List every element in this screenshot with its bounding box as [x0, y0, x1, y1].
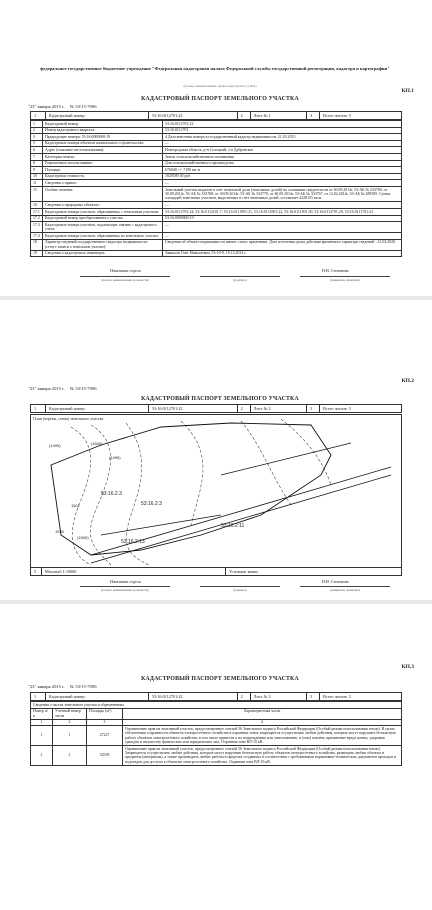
parts-table: Сведения о частях земельного участка и обременениях Номер п/п Учетный номер части Площадь (м²) Характеристика части 1 2 3 4 1 1 27227 Ограничение прав на земельный участок, предусмотренное статьей 56 Земельного кодекса Российской Федерации (Особый режим использования земли). В целях обеспечения сохранности объектов электросетевого хозяйства в охранных зонах запрещается осуществлять любые действия, которые могут нарушить безопасную работу объектов электросетевого хозяйства, в том числе привести к их повреждению или уничтожению, и (или) повлечь причинение вреда жизни, здоровью граждан и имуществу физических или юридических лиц. Охранная зона ВЛ-10 кВ. 2 2 52539 Ограничение прав на земельный участок, предусмотренное статьей 56 Земельного кодекса Российской Федерации (Особый режим использования земли). Запрещается осуществлять любые действия, которые могут нарушить безопасную работу объектов электросетевого хозяйства, размещать любые объекты и предметы (материалы), а также производить любые работы в пределах созданных в соответствии с требованиями нормативно-технических документов проходов и подъездов для доступа к объектам электросетевого хозяйства. Охранная зона ВЛ-35 кВ. — [30, 701, 402, 766]
row-number: 2 — [31, 127, 43, 134]
contour-label: (1499) — [49, 443, 61, 448]
col-header: Номер п/п — [31, 708, 53, 719]
part-n: 1 — [31, 726, 53, 746]
row-number: 5 — [31, 140, 43, 147]
sheet-number: Лист № 3 — [250, 693, 307, 701]
row-value: 4 Дата внесения номера в государственный кадастр недвижимости: 21.03.2015 — [163, 134, 402, 141]
page-3 — [0, 604, 432, 910]
part-n: 2 — [31, 746, 53, 766]
info-row — [31, 215, 402, 222]
info-row — [31, 127, 402, 134]
sheets-total: Всего листов: 3 — [320, 405, 402, 413]
header-table: 1 Кадастровый номер: 53:16:0112701:22 2 Лист № 1 3 Всего листов: 3 — [30, 111, 402, 120]
info-row — [31, 121, 402, 128]
row-number: 3 — [31, 134, 43, 141]
parts-section-title: Сведения о частях земельного участка и обременениях — [31, 702, 402, 709]
row-label: Кадастровые номера участков, образованных с земельным участком: — [43, 208, 163, 215]
header-table: 1 Кадастровый номер: 53:16:0112701:22 2 Лист № 3 3 Всего листов: 3 — [30, 692, 402, 701]
info-row — [31, 233, 402, 240]
row-value: — — [163, 140, 402, 147]
page-code: КП.3 — [401, 664, 414, 670]
part-area: 52539 — [87, 746, 123, 766]
row-label: Кадастровые номера участков, образованных из земельного участка: — [43, 233, 163, 240]
row-number: 15 — [31, 186, 43, 201]
issue-date: "23" января 2015 г. — [28, 104, 65, 109]
info-row — [31, 208, 402, 215]
info-row — [31, 239, 402, 250]
page-code: КП.1 — [401, 88, 414, 94]
info-row — [31, 140, 402, 147]
row-value: 53:16:0112701:24, 53:16:0112101:7, 53:16:0111901:21, 53:16:0112901:22, 53:16:0111801:30, 53:16:0113701:29, 53:16:0111701:23 — [163, 208, 402, 215]
row-label: Разрешенное использование: — [43, 160, 163, 167]
sheets-total: Всего листов: 3 — [320, 112, 402, 120]
signer-role: Начальник отдела — [110, 579, 141, 584]
page-2-footer: 5 Масштаб 1:10000 Условные знаки: Начальник отдела Н.Н. Степанова (полное наименование должности) (подпись) (инициалы, фамилия) — [0, 567, 432, 600]
issue-date: "23" января 2015 г. — [28, 684, 65, 689]
parcel-label: 53:16.2:11 — [221, 523, 245, 529]
row-value: Сведения об объекте недвижимости имеют статус временные. Дата истечения срока действия временного характера сведений - 21.03.2020. — [163, 239, 402, 250]
info-row — [31, 134, 402, 141]
document-number: № 53/15-7096 — [69, 104, 97, 109]
cadastral-number-value: 53:16:0112701:22 — [148, 112, 237, 120]
date-line — [28, 386, 101, 391]
sheet-number: Лист № 1 — [250, 112, 307, 120]
signer-name: Н.Н. Степанова — [322, 579, 349, 584]
col-header: Площадь (м²) — [87, 708, 123, 719]
row-number: 17.2 — [31, 215, 43, 222]
row-number: 9 — [31, 167, 43, 174]
row-value: Новгородская область, р-н Солецкий, с/п Дубровское — [163, 147, 402, 154]
date-line — [28, 684, 101, 689]
row-label: Кадастровая стоимость: — [43, 173, 163, 180]
row-label: Кадастровый номер преобразованного участка: — [43, 215, 163, 222]
contour-label: (1490) — [109, 455, 121, 460]
row-value: 53:16:0000000:19 — [163, 215, 402, 222]
contour-label: (1500) — [91, 441, 103, 446]
row-label: Сведения о правах: — [43, 180, 163, 187]
row-value: — — [163, 180, 402, 187]
row-number: 17.1 — [31, 208, 43, 215]
row-number: 8 — [31, 160, 43, 167]
row-number: 19 — [31, 250, 43, 257]
row-value: Земельный участок выделен в счет земельной доли (земельных долей) на основании свидетельств от 30.09.2014г. 53-АБ № 333769, от 30.09.2014г. 53-АБ № 333768, от 30.09.2014г. 53-АБ № 333770, от 30.09.2014г. 53-АБ № 333767, от 12.02.2014г. 53-АБ № 289385. Сумма площадей земельных участков, выделенных в счет земельных долей, составляет 4228155 кв.м. — [163, 186, 402, 201]
parcel-label: 53:16.2.3 — [101, 491, 122, 497]
info-row — [31, 186, 402, 201]
issue-date: "23" января 2015 г. — [28, 386, 65, 391]
parcel-label: 53:16.2:13 — [121, 539, 145, 545]
part-part: 2 — [53, 746, 87, 766]
row-number: 7 — [31, 153, 43, 160]
sheets-total: Всего листов: 3 — [320, 693, 402, 701]
parcel-label: 53:16.2:3 — [141, 501, 162, 507]
info-row — [31, 202, 402, 209]
row-number: 1 — [31, 121, 43, 128]
row-value: Земли сельскохозяйственного назначения — [163, 153, 402, 160]
cadastral-number-label: Кадастровый номер: — [46, 405, 149, 413]
col-header: Характеристика части — [123, 708, 402, 719]
part-text: Ограничение прав на земельный участок, предусмотренное статьей 56 Земельного кодекса Российской Федерации (Особый режим использования земли). Запрещается осуществлять любые действия, которые могут нарушить безопасную работу объектов электросетевого хозяйства, размещать любые объекты и предметы (материалы), а также производить любые работы в пределах созданных в соответствии с требованиями нормативно-технических документов проходов и подъездов для доступа к объектам электросетевого хозяйства. Охранная зона ВЛ-35 кВ. — [123, 746, 402, 766]
document-number: № 53/15-7096 — [69, 684, 97, 689]
info-row — [31, 160, 402, 167]
contour-label: 1501 — [71, 503, 80, 508]
row-number: 10 — [31, 173, 43, 180]
page-title: КАДАСТРОВЫЙ ПАСПОРТ ЗЕМЕЛЬНОГО УЧАСТКА — [141, 96, 299, 102]
contour-label: 1945 — [55, 529, 64, 534]
contour-label: (1500) — [77, 535, 89, 540]
part-part: 1 — [53, 726, 87, 746]
row-label: Кадастровые номера участков, подлежащих снятию с кадастрового учета: — [43, 222, 163, 233]
page-title: КАДАСТРОВЫЙ ПАСПОРТ ЗЕМЕЛЬНОГО УЧАСТКА — [141, 396, 299, 402]
part-row — [31, 746, 402, 766]
row-label: Категория земель: — [43, 153, 163, 160]
cadastral-number-value: 53:16:0112701:22 — [148, 693, 237, 701]
row-value: — — [163, 222, 402, 233]
row-label: Номер кадастрового квартала: — [43, 127, 163, 134]
row-label: Характер сведений государственного кадастра недвижимости (статус записи о земельном участке): — [43, 239, 163, 250]
info-row — [31, 167, 402, 174]
document-number: № 53/15-7096 — [69, 386, 97, 391]
info-table — [30, 120, 402, 257]
cadastral-number-value: 53:16:0112701:22 — [148, 405, 237, 413]
agency-caption: (полное наименование органа кадастрового учёта) — [183, 84, 257, 88]
row-number: 18 — [31, 239, 43, 250]
page-code: КП.2 — [401, 378, 414, 384]
part-text: Ограничение прав на земельный участок, предусмотренное статьей 56 Земельного кодекса Российской Федерации (Особый режим использования земли). В целях обеспечения сохранности объектов электросетевого хозяйства в охранных зонах запрещается осуществлять любые действия, которые могут нарушить безопасную работу объектов электросетевого хозяйства, в том числе привести к их повреждению или уничтожению, и (или) повлечь причинение вреда жизни, здоровью граждан и имуществу физических или юридических лиц. Охранная зона ВЛ-10 кВ. — [123, 726, 402, 746]
signer-name: Н.Н. Степанова — [322, 268, 349, 273]
part-row — [31, 726, 402, 746]
legend-label: Условные знаки: — [226, 568, 402, 576]
header-table: 1 Кадастровый номер: 53:16:0112701:22 2 Лист № 2 3 Всего листов: 3 — [30, 404, 402, 413]
row-value: 676848 +/- 7198 кв. м — [163, 167, 402, 174]
map-scale: Масштаб 1:10000 — [42, 568, 226, 576]
info-row — [31, 222, 402, 233]
row-number: 11 — [31, 180, 43, 187]
info-row — [31, 173, 402, 180]
page-1: федеральное государственное бюджетное учреждение "Федеральная кадастровая палата Федеральной службы государственной регистрации, кадастра и картографии" (полное наименование органа кадастрового учёта) КП.1 КАДАСТРОВЫЙ ПАСПОРТ ЗЕМЕЛЬНОГО УЧАСТКА "23" января 2015 г. № 53/15-7096 1 Кадастровый номер: 53:16:0112701:22 2 Лист № 1 3 Всего листов: 3 1 Кадастровый номер: 53:16:0112701:22 2 Номер кадастрового квартала: 53:16:0112701 3 Предыдущие номера: 53:16:0000000:19 4 Дата внесения номера в государственный кадастр недвижимости: 21.03.2015 5 Кадастровые номера объектов капитального строительства: — 6 Адрес (описание местоположения): Новгородская область, р-н Солецкий, с/п Дубровское 7 Категория земель: Земли сельскохозяйственного назначения 8 Разрешенное использование: Для сельскохозяйственного производства 9 Площадь: 676848 +/- 7198 кв. м 10 Кадастровая стоимость: 1829589.30 руб. 11 Сведения о правах: — 15 Особые отметки: Земельный участок выделен в счет земельной доли (земельных долей) на основании свидетельств от 30.09.2014г. 53-АБ № 333769, от 30.09.2014г. 53-АБ № 333768, от 30.09.2014г. 53-АБ № 333770, от 30.09.2014г. 53-АБ № 333767, от 12.02.2014г. 53-АБ № 289385. Сумма площадей земельных участков, выделенных в счет земельных долей, составляет 4228155 кв.м. 16 Сведения о природных объектах: — 17.1 Кадастровые номера участков, образованных с земельным участком: 53:16:0112701:24, 53:16:0112101:7, 53:16:0111901:21, 53:16:0112901:22, 53:16:0111801:30, 53:16:0113701:29, 53:16:0111701:23 17.2 Кадастровый номер преобразованного участка: 53:16:0000000:19 17.3 Кадастровые номера участков, подлежащих снятию с кадастрового учета: — 17.4 Кадастровые номера участков, образованных из земельного участка: — 18 Характер сведений государственного кадастра недвижимости (статус записи о земельном участке): Сведения об объекте недвижимости имеют статус временные. Дата истечения срока действия временного характера сведений - 21.03.2020. 19 Сведения о кадастровых инженерах: Завьялов Олег Николаевич, 53-10-9, 16.12.2014 г. Начальник отдела Н.Н. Степанова (полное наименование должности) (подпись) (инициалы, фамилия) — [0, 0, 432, 296]
row-number: 17.4 — [31, 233, 43, 240]
row-value: Для сельскохозяйственного производства — [163, 160, 402, 167]
plan-title: План (чертеж, схема) земельного участка — [33, 416, 104, 421]
row-label: Сведения о кадастровых инженерах: — [43, 250, 163, 257]
row-label: Кадастровые номера объектов капитального строительства: — [43, 140, 163, 147]
row-label: Особые отметки: — [43, 186, 163, 201]
info-row — [31, 147, 402, 154]
info-row — [31, 250, 402, 257]
parcel-plan — [30, 414, 402, 568]
agency-name: федеральное государственное бюджетное учреждение "Федеральная кадастровая палата Федеральной службы государственной регистрации, кадастра и картографии" — [40, 66, 390, 71]
row-value: — — [163, 233, 402, 240]
part-area: 27227 — [87, 726, 123, 746]
row-value: Завьялов Олег Николаевич, 53-10-9, 16.12.2014 г. — [163, 250, 402, 257]
row-label: Сведения о природных объектах: — [43, 202, 163, 209]
cadastral-number-label: Кадастровый номер: — [46, 112, 149, 120]
row-value: 53:16:0112701:22 — [163, 121, 402, 128]
col-header: Учетный номер части — [53, 708, 87, 719]
info-row — [31, 180, 402, 187]
scale-row: 5 Масштаб 1:10000 Условные знаки: — [30, 567, 402, 576]
row-value: 53:16:0112701 — [163, 127, 402, 134]
page-title: КАДАСТРОВЫЙ ПАСПОРТ ЗЕМЕЛЬНОГО УЧАСТКА — [141, 676, 299, 682]
row-number: 16 — [31, 202, 43, 209]
row-label: Предыдущие номера: 53:16:0000000:19 — [43, 134, 163, 141]
row-value: 1829589.30 руб. — [163, 173, 402, 180]
row-number: 6 — [31, 147, 43, 154]
row-value: — — [163, 202, 402, 209]
sheet-number: Лист № 2 — [250, 405, 307, 413]
cadastral-number-label: Кадастровый номер: — [46, 693, 149, 701]
info-row — [31, 153, 402, 160]
date-line — [28, 104, 101, 109]
row-label: Адрес (описание местоположения): — [43, 147, 163, 154]
row-label: Площадь: — [43, 167, 163, 174]
row-label: Кадастровый номер: — [43, 121, 163, 128]
signer-role: Начальник отдела — [110, 268, 141, 273]
parcel-map — [31, 415, 401, 567]
row-number: 17.3 — [31, 222, 43, 233]
